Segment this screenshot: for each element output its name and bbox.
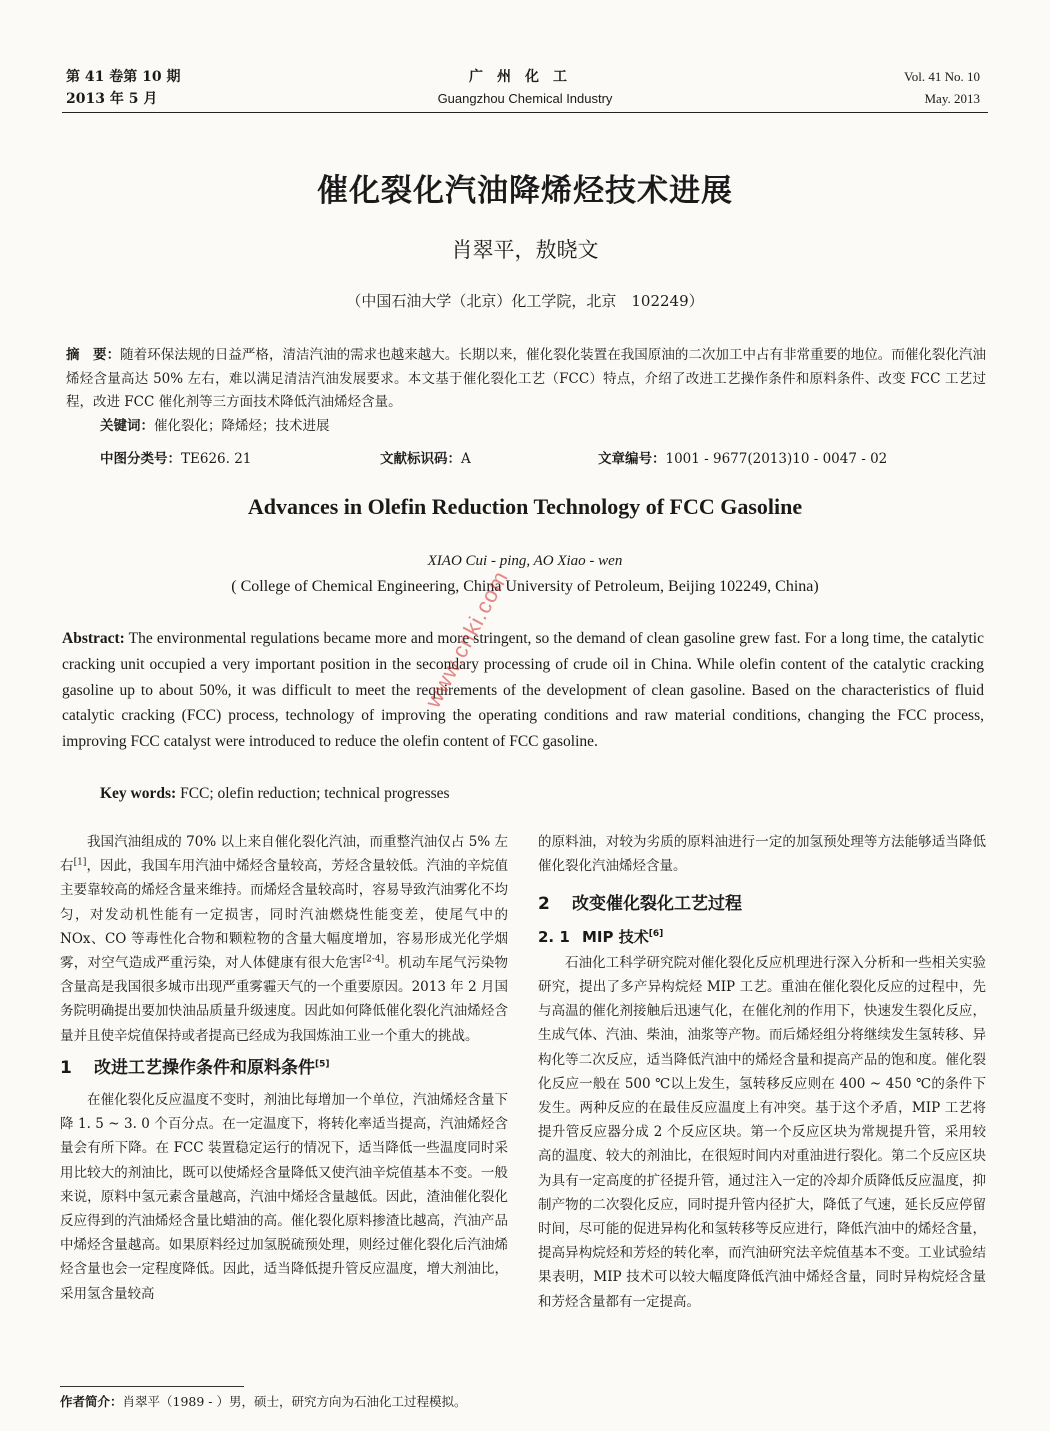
keywords-cn (100, 415, 330, 437)
clc-value: TE626. 21 (181, 451, 252, 467)
section-2-heading (538, 892, 986, 916)
section-2-1-paragraph: 石油化工科学研究院对催化裂化反应机理进行深入分析和一些相关实验研究，提出了多产异构烷烃 MIP 工艺。重油在催化裂化反应的过程中，先与高温的催化剂接触后迅速气化，在催化剂的作用下，快速发生裂化反应，生成气体、汽油、柴油，油浆等产物。而后烯烃组分将继续发生氢转移、异构化等二次反应，适当降低汽油中的烯烃含量和提高产品的饱和度。催化裂化反应一般在 500 ℃以上发生，氢转移反应则在 400 ~ 450 ℃的条件下发生。两种反应的在最佳反应温度上有冲突。基于这个矛盾，MIP 工艺将提升管反应器分成 2 个反应区块。第一个反应区块为常规提升管，采用较高的温度、较大的剂油比，在很短时间内对重油进行裂化。第二个反应区块为具有一定高度的扩径提升管，通过注入一定的冷却介质降低反应温度，抑制产物的二次裂化反应，同时提升管内径扩大，降低了气速，延长反应停留时间，尽可能的促进异构化和氢转移等反应进行，降低汽油中的烯烃含量，提高异构烷烃和芳烃的转化率，而汽油研究法辛烷值基本不变。工业试验结果表明，MIP 技术可以较大幅度降低汽油中烯烃含量，同时异构烷烃含量和芳烃含量都有一定提高。 (538, 954, 986, 1310)
clc-number (100, 448, 380, 470)
section-2-1-title: MIP 技术 (582, 927, 649, 946)
article-number (598, 448, 887, 470)
header-date-cn: 2013 年 5 月 (66, 91, 158, 107)
authors-en: XIAO Cui - ping, AO Xiao - wen (427, 553, 623, 569)
doc-code (380, 448, 598, 470)
abstract-cn (66, 344, 986, 415)
authors-cn: 肖翠平，敖晓文 (451, 238, 599, 262)
body-column-left (60, 830, 508, 1306)
watermark-text: www.cnki.com (420, 566, 514, 712)
abstract-en (62, 626, 984, 755)
section-1-heading (60, 1056, 508, 1080)
section-2-1-number: 2. 1 (538, 927, 570, 946)
intro-paragraph (60, 830, 508, 1048)
section-2-number: 2 (538, 894, 550, 915)
abstract-en-label: Abstract: (62, 630, 125, 647)
art-value: 1001 - 9677(2013)10 - 0047 - 02 (665, 451, 888, 467)
footnote-rule (60, 1386, 244, 1387)
paper-title-en: Advances in Olefin Reduction Technology of FCC Gasoline (247, 494, 803, 519)
clc-label: 中图分类号： (100, 451, 181, 467)
citation-2-4[interactable]: [2-4] (362, 954, 385, 965)
keywords-en (100, 783, 450, 805)
section-1-continued: 的原料油，对较为劣质的原料油进行一定的加氢预处理等方法能够适当降低催化裂化汽油烯烃含量。 (538, 834, 986, 875)
section-1-number: 1 (60, 1057, 72, 1078)
header-volume-cn (66, 66, 180, 110)
journal-name-en: Guangzhou Chemical Industry (437, 91, 613, 106)
paper-title-cn: 催化裂化汽油降烯烃技术进展 (317, 173, 733, 209)
keywords-cn-text: 催化裂化；降烯烃；技术进展 (154, 418, 330, 434)
header-volume-issue-en: Vol. 41 No. 10 (904, 69, 980, 84)
journal-name-cn: 广州化工 (469, 69, 581, 85)
footnote-text: 肖翠平（1989 - ）男，硕士，研究方向为石油化工过程模拟。 (122, 1394, 467, 1409)
body-column-right (538, 830, 986, 1314)
abstract-en-text: The environmental regulations became more and more stringent, so the demand of clean gasoline grew fast. For a long time, the catalytic cracking unit occupied a very important position in the secondary processing of crude oil in China. While olefin content of the catalytic cracking gasoline up to about 50%, it was difficult to meet the requirements of the development of clean gasoline. Based on the characteristics of fluid catalytic cracking (FCC) process, technology of improving the operating conditions and raw material conditions, changing the FCC process, improving FCC catalyst were introduced to reduce the olefin content of FCC gasoline. (62, 630, 984, 751)
footnote-label: 作者简介： (60, 1394, 123, 1409)
affiliation-cn: （中国石油大学（北京）化工学院，北京 102249） (346, 292, 704, 310)
citation-6[interactable]: [6] (648, 928, 664, 939)
author-footnote (60, 1392, 467, 1412)
section-2-title: 改变催化裂化工艺过程 (572, 894, 742, 915)
classification-row (100, 448, 980, 470)
intro-text-a: 我国汽油组成的 70% 以上来自催化裂化汽油，而重整汽油仅占 5% 左右 (60, 834, 508, 875)
header-volume-issue: 第 41 卷第 10 期 (66, 69, 181, 85)
affiliation-en: ( College of Chemical Engineering, China University of Petroleum, Beijing 102249, China) (231, 578, 819, 595)
citation-5[interactable]: [5] (315, 1059, 330, 1070)
section-1-title: 改进工艺操作条件和原料条件 (94, 1057, 315, 1078)
doc-label: 文献标识码： (380, 451, 461, 467)
keywords-en-text: FCC; olefin reduction; technical progresses (176, 785, 450, 802)
header-rule (62, 112, 988, 113)
header-date-en: May. 2013 (924, 91, 980, 106)
art-label: 文章编号： (598, 451, 666, 467)
abstract-cn-text: 随着环保法规的日益严格，清洁汽油的需求也越来越大。长期以来，催化裂化装置在我国原油的二次加工中占有非常重要的地位。而催化裂化汽油烯烃含量高达 50% 左右，难以满足清洁汽油发展要求。本文基于催化裂化工艺（FCC）特点，介绍了改进工艺操作条件和原料条件、改变 FCC 工艺过程，改进 FCC 催化剂等三方面技术降低汽油烯烃含量。 (66, 347, 987, 410)
abstract-cn-label: 摘 要： (66, 347, 121, 363)
keywords-cn-label: 关键词： (100, 418, 154, 434)
citation-1[interactable]: [1] (73, 857, 87, 868)
keywords-en-label: Key words: (100, 785, 177, 802)
header-journal (330, 66, 720, 110)
intro-text-c: 。机动车尾气污染物含量高是我国很多城市出现严重雾霾天气的一个重要原因。2013 年 2 月国务院明确提出要加快油品质量升级速度。因此如何降低催化裂化汽油烯烃含量并且使辛烷值保持或者提高已经成为我国炼油工业一个重大的挑战。 (60, 955, 509, 1044)
section-2-1-heading (538, 925, 986, 949)
doc-value: A (461, 451, 471, 467)
section-1-paragraph: 在催化裂化反应温度不变时，剂油比每增加一个单位，汽油烯烃含量下降 1. 5 ~ 3. 0 个百分点。在一定温度下，将转化率适当提高，汽油烯烃含量会有所下降。在 FCC 装置稳定运行的情况下，适当降低一些温度同时采用比较大的剂油比，既可以使烯烃含量降低又使汽油辛烷值基本不变。一般来说，原料中氢元素含量越高，汽油中烯烃含量越低。因此，渣油催化裂化反应得到的汽油烯烃含量比蜡油的高。催化裂化原料掺渣比越高，汽油产品中烯烃含量越高。如果原料经过加氢脱硫预处理，则经过催化裂化后汽油烯烃含量也会一定程度降低。因此，适当降低提升管反应温度，增大剂油比，采用氢含量较高 (60, 1092, 508, 1302)
intro-text-b: ，因此，我国车用汽油中烯烃含量较高，芳烃含量较低。汽油的辛烷值主要靠较高的烯烃含量来维持。而烯烃含量较高时，容易导致汽油雾化不均匀，对发动机性能有一定损害，同时汽油燃烧性能变差，使尾气中的 NOx、CO 等毒性化合物和颗粒物的含量大幅度增加，容易形成光化学烟雾，对空气造成严重污染，对人体健康有很大危害 (60, 858, 509, 972)
header-volume-en (904, 66, 980, 110)
